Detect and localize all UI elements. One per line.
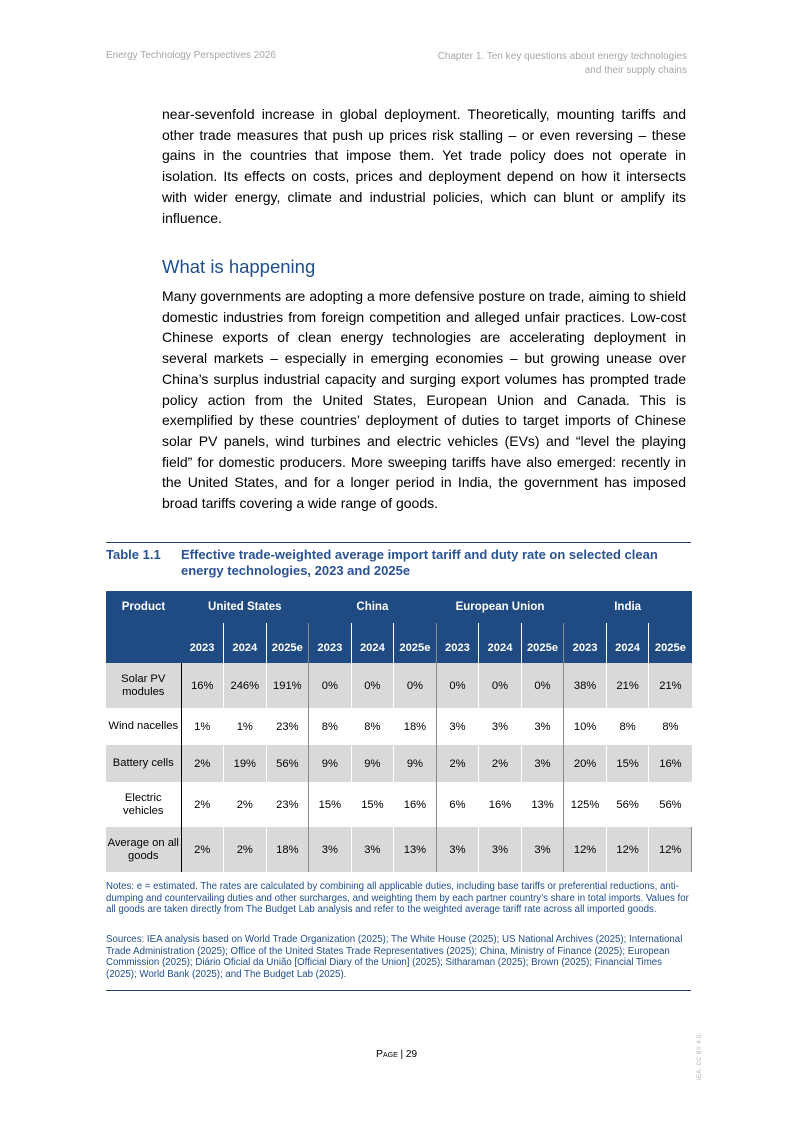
section-heading: What is happening [162,256,316,277]
value-cell: 0% [479,663,522,708]
year-header: 2025e [394,623,437,663]
table-bottom-rule [106,990,691,991]
table-title: Effective trade-weighted average import tariff and duty rate on selected clean energy technologies, 2023 and 2025e [181,547,658,578]
value-cell: 2% [236,798,253,811]
table-number: Table 1.1 [106,547,161,562]
group-header-european-union: European Union [436,591,564,623]
body-paragraph-1: near-sevenfold increase in global deployment. Theoretically, mounting tariffs and other trade measures that push up prices risk stalling – or even reversing – these gains in the countries that impose them. Yet trade policy does not operate in isolation. Its effects on costs, prices and deployment depend on how it intersects with wider energy, climate and industrial policies, which can blunt or amplify its influence. [162,106,686,226]
value-cell: 16% [488,798,512,811]
year-header: 2024 [606,623,649,663]
value-cell: 13% [394,827,437,872]
table-top-rule [106,542,691,543]
value-cell: 18% [403,720,427,733]
year-header: 2024 [351,623,394,663]
year-header: 2024 [224,623,267,663]
value-cell: 2% [181,745,224,782]
value-cell: 3% [436,827,479,872]
year-header: 2025e [649,623,692,663]
value-cell: 13% [531,798,554,811]
table-row [106,708,692,745]
value-cell: 12% [606,827,649,872]
value-cell: 3% [351,827,394,872]
chapter-line-1: Chapter 1. Ten key questions about energy technologies [437,51,687,62]
value-cell: 8% [309,708,352,745]
product-cell: Battery cells [106,745,181,782]
value-cell: 8% [662,720,679,733]
value-cell: 19% [224,745,267,782]
table-row [106,745,692,782]
value-cell: 15% [361,798,384,811]
value-cell: 125% [564,782,607,827]
body-paragraph-2: Many governments are adopting a more defensive posture on trade, aiming to shield domestic industries from foreign competition and alleged unfair practices. Low-cost Chinese exports of clean energy technologies are accelerating deployment in several markets – especially in emerging economies – but growing unease over China’s surplus industrial capacity and surging export volumes has prompted trade policy action from the United States, European Union and Canada. This is exemplified by these countries’ deployment of duties to target imports of Chinese solar PV panels, wind turbines and electric vehicles (EVs) and “level the playing field” for domestic producers. More sweeping tariffs have also emerged: recently in the United States, and for a longer period in India, the government has imposed broad tariffs covering a wide range of goods. [162,288,686,512]
value-cell: 2% [436,745,479,782]
value-cell: 10% [564,708,607,745]
value-cell: 0% [521,663,564,708]
value-cell: 15% [309,782,352,827]
group-header-china: China [309,591,437,623]
year-header: 2023 [564,623,607,663]
table-row [106,663,692,708]
product-cell: Electric vehicles [106,782,181,827]
value-cell: 16% [649,745,692,782]
value-cell: 21% [649,663,692,708]
value-cell: 12% [649,827,692,872]
page-separator: | [397,1049,406,1060]
license-notice: IEA. CC BY 4.0. [697,1032,703,1080]
value-cell: 56% [266,745,309,782]
value-cell: 56% [659,798,682,811]
value-cell: 2% [479,745,522,782]
value-cell: 3% [534,720,551,733]
table-row [106,827,692,872]
page-label: Page [375,1048,398,1060]
chapter-line-2: and their supply chains [584,65,687,76]
value-cell: 2% [181,827,224,872]
table-year-header-row [106,623,692,663]
year-header: 2023 [436,623,479,663]
value-cell: 16% [403,798,427,811]
value-cell: 8% [619,720,636,733]
value-cell: 0% [436,663,479,708]
value-cell: 21% [606,663,649,708]
year-header: 2025e [521,623,564,663]
value-cell: 12% [564,827,607,872]
group-header-united-states: United States [181,591,309,623]
value-cell: 3% [309,827,352,872]
value-cell: 3% [436,708,479,745]
year-header: 2024 [479,623,522,663]
value-cell: 3% [479,827,522,872]
tariff-table [106,591,692,872]
year-header: 2023 [309,623,352,663]
running-header-chapter [387,50,687,78]
value-cell: 23% [276,798,299,811]
product-cell: Solar PV modules [106,663,181,708]
value-cell: 2% [224,827,267,872]
value-cell: 20% [564,745,607,782]
product-column-header: Product [106,591,181,623]
table-group-header-row [106,591,692,623]
product-cell: Wind nacelles [106,708,181,745]
value-cell: 0% [309,663,352,708]
value-cell: 2% [194,798,211,811]
value-cell: 8% [364,720,381,733]
value-cell: 9% [351,745,394,782]
running-header-title: Energy Technology Perspectives 2026 [106,50,276,61]
value-cell: 3% [521,745,564,782]
table-sources: Sources: IEA analysis based on World Trade Organization (2025); The White House (2025); US National Archives (2025); International Trade Administration (2025); Office of the United States Trade Representatives (2025); China, Ministry of Finance (2025); European Commission (2025); Diário Oficial da União [Official Diary of the Union] (2025); Sitharaman (2025); Brown (2025); Financial Times (2025); World Bank (2025); and The Budget Lab (2025). [106,934,683,980]
page-footer [0,1048,793,1060]
value-cell: 56% [616,798,639,811]
value-cell: 6% [436,782,479,827]
value-cell: 15% [606,745,649,782]
table-row [106,782,692,827]
value-cell: 18% [266,827,309,872]
value-cell: 16% [181,663,224,708]
value-cell: 246% [224,663,267,708]
table-caption [106,547,691,579]
table-notes: Notes: e = estimated. The rates are calculated by combining all applicable duties, including base tariffs or preferential reductions, anti-dumping and countervailing duties and other surcharges, and weighting them by each partner country’s share in total imports. Values for all goods are taken directly from The Budget Lab analysis and refer to the weighted average tariff rate across all imported goods. [106,881,689,916]
product-cell: Average on all goods [106,827,181,872]
empty-header-cell [106,623,181,663]
value-cell: 3% [521,827,564,872]
value-cell: 0% [394,663,437,708]
value-cell: 9% [309,745,352,782]
value-cell: 3% [491,720,509,733]
value-cell: 9% [394,745,437,782]
value-cell: 1% [236,720,253,733]
year-header: 2023 [181,623,224,663]
value-cell: 38% [564,663,607,708]
value-cell: 0% [351,663,394,708]
year-header: 2025e [266,623,309,663]
group-header-india: India [564,591,692,623]
page-number: 29 [405,1049,418,1060]
value-cell: 1% [194,720,211,733]
value-cell: 191% [266,663,309,708]
value-cell: 23% [276,720,299,733]
